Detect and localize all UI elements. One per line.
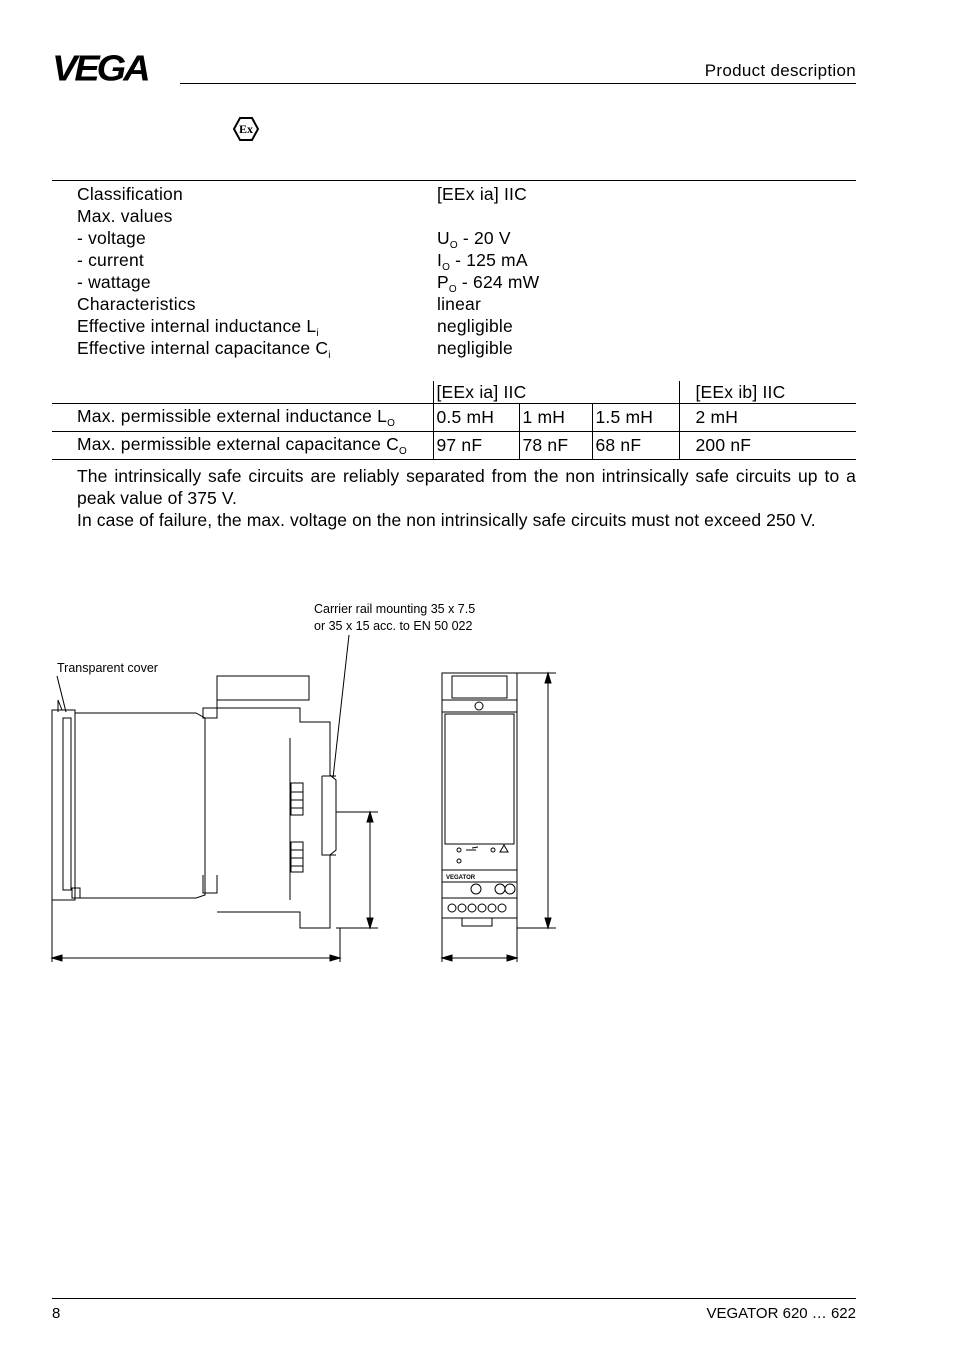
table-cell: 78 nF	[519, 432, 592, 460]
spec-classification-value: [EEx ia] IIC	[437, 184, 527, 204]
spec-current-label: - current	[77, 250, 144, 270]
front-view	[442, 673, 517, 926]
table-cell: 0.5 mH	[433, 404, 519, 432]
spec-classification-label: Classification	[77, 184, 183, 204]
row-label-inductance: Max. permissible external inductance $L_O$	[52, 404, 433, 432]
spec-max-values-heading: Max. values	[77, 206, 173, 226]
table-cell: 68 nF	[592, 432, 679, 460]
spec-inductance-label: Effective internal inductance $L_i$	[77, 316, 319, 339]
note-paragraph: The intrinsically safe circuits are reliably separated from the non intrinsically safe circuits up to a peak value of 375 V.	[77, 466, 856, 508]
table-cell: 97 nF	[433, 432, 519, 460]
header-eex-ib: [EEx ib] IIC	[679, 381, 856, 404]
spec-voltage-label: - voltage	[77, 228, 146, 248]
spec-capacitance-label: Effective internal capacitance $C_i$	[77, 338, 331, 361]
spec-current-value: $I_O - 125$ mA	[437, 250, 528, 273]
spec-capacitance-value: negligible	[437, 338, 513, 358]
table-cell: 200 nF	[679, 432, 856, 460]
spec-characteristics-label: Characteristics	[77, 294, 196, 314]
row-label-capacitance: Max. permissible external capacitance $C_O$	[52, 432, 433, 460]
spec-characteristics-value: linear	[437, 294, 482, 314]
table-cell: 2 mH	[679, 404, 856, 432]
section-title: Product description	[704, 61, 856, 80]
table-cell: 1.5 mH	[592, 404, 679, 432]
product-name: VEGATOR 620 … 622	[706, 1305, 856, 1322]
carrier-rail-caption-line2: or 35 x 15 acc. to EN 50 022	[314, 619, 473, 633]
table-cell: 1 mH	[519, 404, 592, 432]
svg-text:VEGA: VEGA	[52, 52, 148, 84]
note-paragraph: In case of failure, the max. voltage on the non intrinsically safe circuits must not exceed 250 V.	[77, 510, 816, 530]
header-eex-ia: [EEx ia] IIC	[433, 381, 679, 404]
page-number: 8	[52, 1305, 61, 1322]
device-brand-label: VEGATOR	[446, 875, 476, 881]
spec-wattage-value: $P_O - 624$ mW	[437, 272, 540, 295]
transparent-cover-caption: Transparent cover	[57, 661, 158, 675]
spec-wattage-label: - wattage	[77, 272, 151, 292]
spec-voltage-value: $U_O - 20$ V	[437, 228, 511, 251]
carrier-rail-caption-line1: Carrier rail mounting 35 x 7.5	[314, 602, 476, 616]
svg-text:Ex: Ex	[238, 122, 254, 136]
footer-rule	[52, 1298, 856, 1299]
side-view	[52, 676, 336, 928]
spec-inductance-value: negligible	[437, 316, 513, 336]
